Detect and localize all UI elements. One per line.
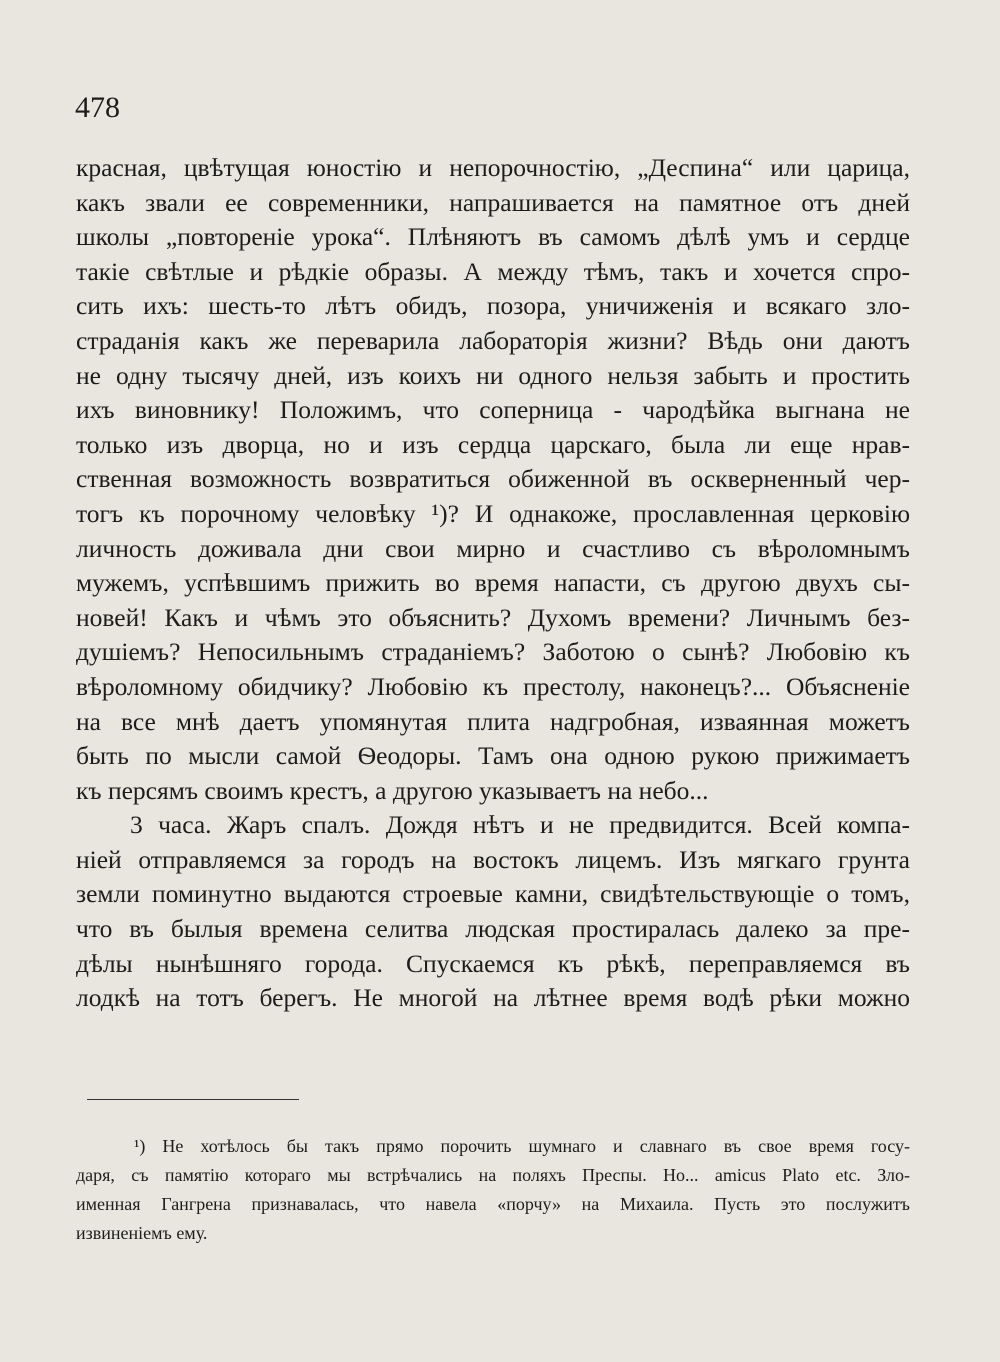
- text-line: не одну тысячу дней, изъ коихъ ни одного нельзя забыть и простить: [76, 360, 910, 390]
- text-line: сить ихъ: шесть-то лѣтъ обидъ, позора, уничиженія и всякаго зло-: [76, 291, 910, 321]
- text-line: земли поминутно выдаются строевые камни, свидѣтельствующіе о томъ,: [76, 879, 910, 909]
- footnote-line: ¹) Не хотѣлось бы такъ прямо порочить шумнаго и славнаго въ свое время госу-: [134, 1136, 910, 1156]
- text-line: къ персямъ своимъ крестъ, а другою указываетъ на небо...: [76, 775, 709, 805]
- text-line: какъ звали ее современники, напрашивается на памятное отъ дней: [76, 187, 910, 217]
- page-number: 478: [75, 91, 120, 124]
- text-line: личность доживала дни свои мирно и счастливо съ вѣроломнымъ: [76, 533, 910, 563]
- body-text: [76, 151, 910, 1016]
- text-line: вѣроломному обидчику? Любовію къ престолу, наконецъ?... Объясненіе: [76, 671, 910, 701]
- text-line: что въ былыя времена селитва людская простиралась далеко за пре-: [76, 914, 910, 944]
- footnote-separator: [87, 1099, 299, 1100]
- footnote-line: даря, съ памятію котораго мы встрѣчались на поляхъ Преспы. Но... amicus Plato etc. Зло-: [76, 1165, 910, 1185]
- text-line: тогъ къ порочному человѣку ¹)? И однакоже, прославленная церковію: [76, 498, 910, 528]
- footnotes: [76, 1132, 910, 1248]
- text-line: красная, цвѣтущая юностію и непорочностію, „Деспина“ или царица,: [76, 153, 910, 182]
- text-line: на все мнѣ даетъ упомянутая плита надгробная, изваянная можетъ: [76, 706, 910, 736]
- footnote-line: извиненіемъ ему.: [76, 1223, 208, 1243]
- text-line: такіе свѣтлые и рѣдкіе образы. А между тѣмъ, такъ и хочется спро-: [76, 256, 910, 286]
- text-line: быть по мысли самой Ѳеодоры. Тамъ она одною рукою прижимаетъ: [76, 741, 910, 771]
- text-line: школы „повтореніе урока“. Плѣняютъ въ самомъ дѣлѣ умъ и сердце: [76, 222, 910, 252]
- text-line: ніей отправляемся за городъ на востокъ лицемъ. Изъ мягкаго грунта: [76, 844, 910, 874]
- text-line: дѣлы нынѣшняго города. Спускаемся къ рѣкѣ, переправляемся въ: [76, 948, 910, 978]
- text-line: страданія какъ же переварила лабораторія жизни? Вѣдь они даютъ: [76, 325, 910, 355]
- text-line: ихъ виновнику! Положимъ, что соперница - чародѣйка выгнана не: [76, 395, 910, 425]
- text-line: только изъ дворца, но и изъ сердца царскаго, была ли еще нрав-: [76, 429, 910, 459]
- footnote-line: именная Гангрена признавалась, что навела «порчу» на Михаила. Пусть это послужитъ: [76, 1194, 910, 1214]
- paragraph-start-line: 3 часа. Жаръ спалъ. Дождя нѣтъ и не предвидится. Всей компа-: [130, 810, 910, 840]
- text-line: ственная возможность возвратиться обиженной въ оскверненный чер-: [76, 464, 910, 494]
- text-line: лодкѣ на тотъ берегъ. Не многой на лѣтнее время водѣ рѣки можно: [76, 983, 910, 1013]
- text-line: мужемъ, успѣвшимъ прижить во время напасти, съ другою двухъ сы-: [76, 568, 910, 598]
- text-line: новей! Какъ и чѣмъ это объяснить? Духомъ времени? Личнымъ без-: [76, 602, 910, 632]
- text-line: душіемъ? Непосильнымъ страданіемъ? Заботою о сынѣ? Любовію къ: [76, 637, 910, 667]
